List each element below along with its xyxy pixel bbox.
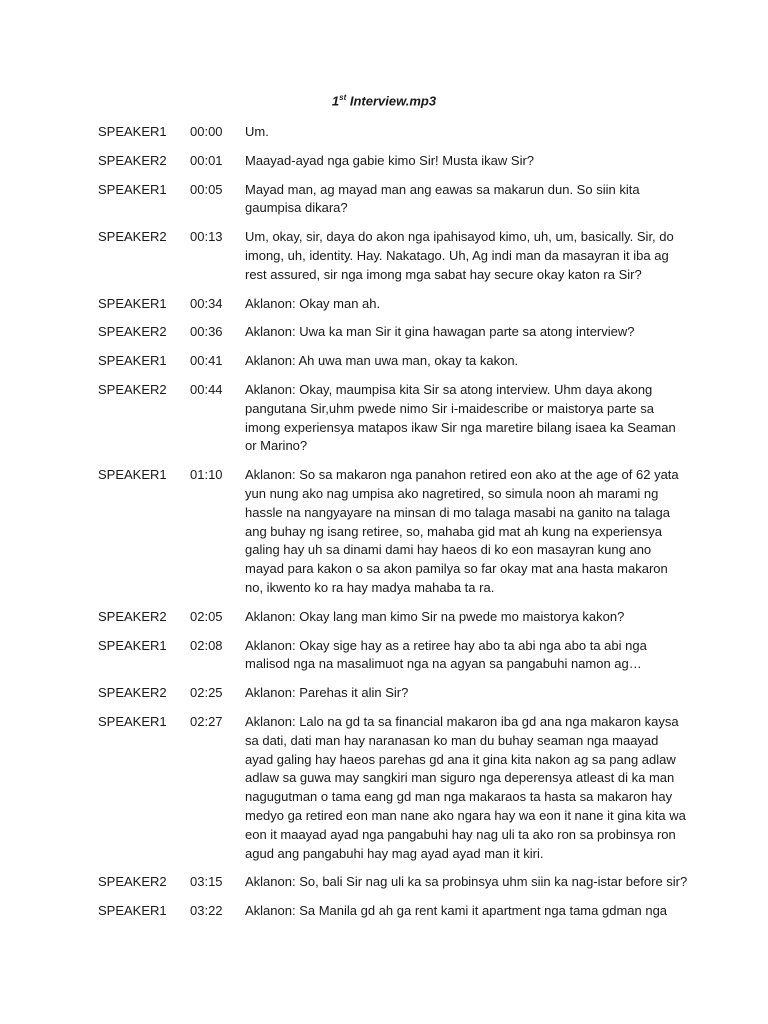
timestamp: 00:41	[190, 353, 223, 369]
speaker-label: SPEAKER2	[98, 229, 167, 245]
speaker-label: SPEAKER2	[98, 152, 167, 168]
utterance-text: Aklanon: Okay sige hay as a retiree hay abo ta abi nga abo ta abi nga malisod nga na masalimuot nga na agyan sa pangabuhi namon ag…	[245, 637, 647, 672]
transcript-row	[98, 466, 688, 598]
timestamp: 02:05	[190, 608, 223, 624]
speaker-label: SPEAKER2	[98, 381, 167, 397]
utterance-text: Aklanon: Lalo na gd ta sa financial makaron iba gd ana nga makaron kaysa sa dati, dati man hay naranasan ko man du buhay seaman nga maayad ayad galing hay haeos parehas gd ana it gina kita nakon ag sa pang adlaw adlaw sa guwa may sangkiri man siguro nga deperensya atleast di ka man nagugutman o tama eang gd man nga makaraos ta hasta sa makaron hay medyo ga retired eon man nane ako ngara hay wa eon it nane it gina kita wa eon it maayad ayad nga pangabuhi hay nag uli ta ako ron sa probinsya ron agud ang pangabuhi hay mag ayad ayad man it kiri.	[245, 713, 686, 861]
timestamp: 00:00	[190, 124, 223, 139]
transcript-row	[98, 352, 688, 371]
timestamp: 03:22	[190, 903, 223, 919]
transcript-row	[98, 637, 688, 675]
speaker-label: SPEAKER1	[98, 295, 167, 311]
timestamp: 02:08	[190, 637, 223, 653]
speaker-label: SPEAKER2	[98, 685, 167, 701]
utterance-text: Maayad-ayad nga gabie kimo Sir! Musta ikaw Sir?	[245, 152, 535, 168]
title-superscript: st	[339, 93, 347, 102]
document-title	[0, 93, 768, 108]
timestamp: 00:44	[190, 381, 223, 397]
utterance-text: Aklanon: Uwa ka man Sir it gina hawagan parte sa atong interview?	[245, 324, 635, 340]
timestamp: 02:27	[190, 713, 223, 729]
utterance-text: Aklanon: Okay man ah.	[245, 295, 381, 311]
speaker-label: SPEAKER2	[98, 608, 167, 624]
utterance-text: Aklanon: So, bali Sir nag uli ka sa probinsya uhm siin ka nag-istar before sir?	[245, 874, 688, 890]
transcript-row	[98, 123, 688, 142]
speaker-label: SPEAKER1	[98, 124, 167, 139]
timestamp: 00:34	[190, 295, 223, 311]
transcript-row	[98, 381, 688, 456]
speaker-label: SPEAKER1	[98, 903, 167, 919]
title-filename: Interview.mp3	[346, 93, 437, 109]
utterance-text: Aklanon: Okay lang man kimo Sir na pwede mo maistorya kakon?	[245, 608, 625, 624]
utterance-text: Um.	[245, 124, 269, 139]
timestamp: 00:13	[190, 229, 223, 245]
transcript-row	[98, 181, 688, 219]
timestamp: 01:10	[190, 467, 223, 483]
utterance-text: Aklanon: Sa Manila gd ah ga rent kami it apartment nga tama gdman nga	[245, 903, 668, 919]
transcript-row	[98, 323, 688, 342]
speaker-label: SPEAKER1	[98, 467, 167, 483]
transcript-row	[98, 684, 688, 703]
utterance-text: Aklanon: Okay, maumpisa kita Sir sa atong interview. Uhm daya akong pangutana Sir,uhm pwede nimo Sir i-maidescribe or maistorya parte sa imong experiensya matapos ikaw Sir nga maretire bilang isaea ka Seaman or Marino?	[245, 381, 676, 454]
utterance-text: Aklanon: Parehas it alin Sir?	[245, 685, 409, 701]
speaker-label: SPEAKER1	[98, 181, 167, 197]
transcript-row	[98, 713, 688, 863]
speaker-label: SPEAKER1	[98, 353, 167, 369]
transcript-row	[98, 295, 688, 314]
speaker-label: SPEAKER2	[98, 874, 167, 890]
utterance-text: Um, okay, sir, daya do akon nga ipahisayod kimo, uh, um, basically. Sir, do imong, uh, identity. Hay. Nakatago. Uh, Ag indi man da masayran it iba ag rest assured, sir nga imong mga sabat hay secure okay katon ra Sir?	[245, 229, 674, 282]
timestamp: 02:25	[190, 685, 223, 701]
utterance-text: Mayad man, ag mayad man ang eawas sa makarun dun. So siin kita gaumpisa dikara?	[245, 181, 640, 216]
utterance-text: Aklanon: So sa makaron nga panahon retired eon ako at the age of 62 yata yun nung ako nag umpisa ako nagretired, so simula noon ah marami ng hassle na nangyayare na minsan di mo talaga masabi na ganito na talaga ang buhay ng isang retiree, so, mahaba gid mat ah kung na experiensya galing hay uh sa dinami dami hay haeos di ko eon masayran kung ano mayad para kakon o sa akon pamilya so far okay mat ana hasta makaron no, ikwento ko ra hay madya mahaba ta ra.	[245, 467, 679, 595]
transcript-row	[98, 608, 688, 627]
transcript-rows	[98, 123, 688, 931]
speaker-label: SPEAKER2	[98, 324, 167, 340]
speaker-label: SPEAKER1	[98, 637, 167, 653]
transcript-row	[98, 152, 688, 171]
transcript-row	[98, 873, 688, 892]
timestamp: 03:15	[190, 874, 223, 890]
title-number: 1	[331, 93, 340, 109]
timestamp: 00:36	[190, 324, 223, 340]
timestamp: 00:01	[190, 152, 223, 168]
transcript-row	[98, 228, 688, 284]
timestamp: 00:05	[190, 181, 223, 197]
speaker-label: SPEAKER1	[98, 713, 167, 729]
utterance-text: Aklanon: Ah uwa man uwa man, okay ta kakon.	[245, 353, 519, 369]
transcript-row	[98, 902, 688, 921]
